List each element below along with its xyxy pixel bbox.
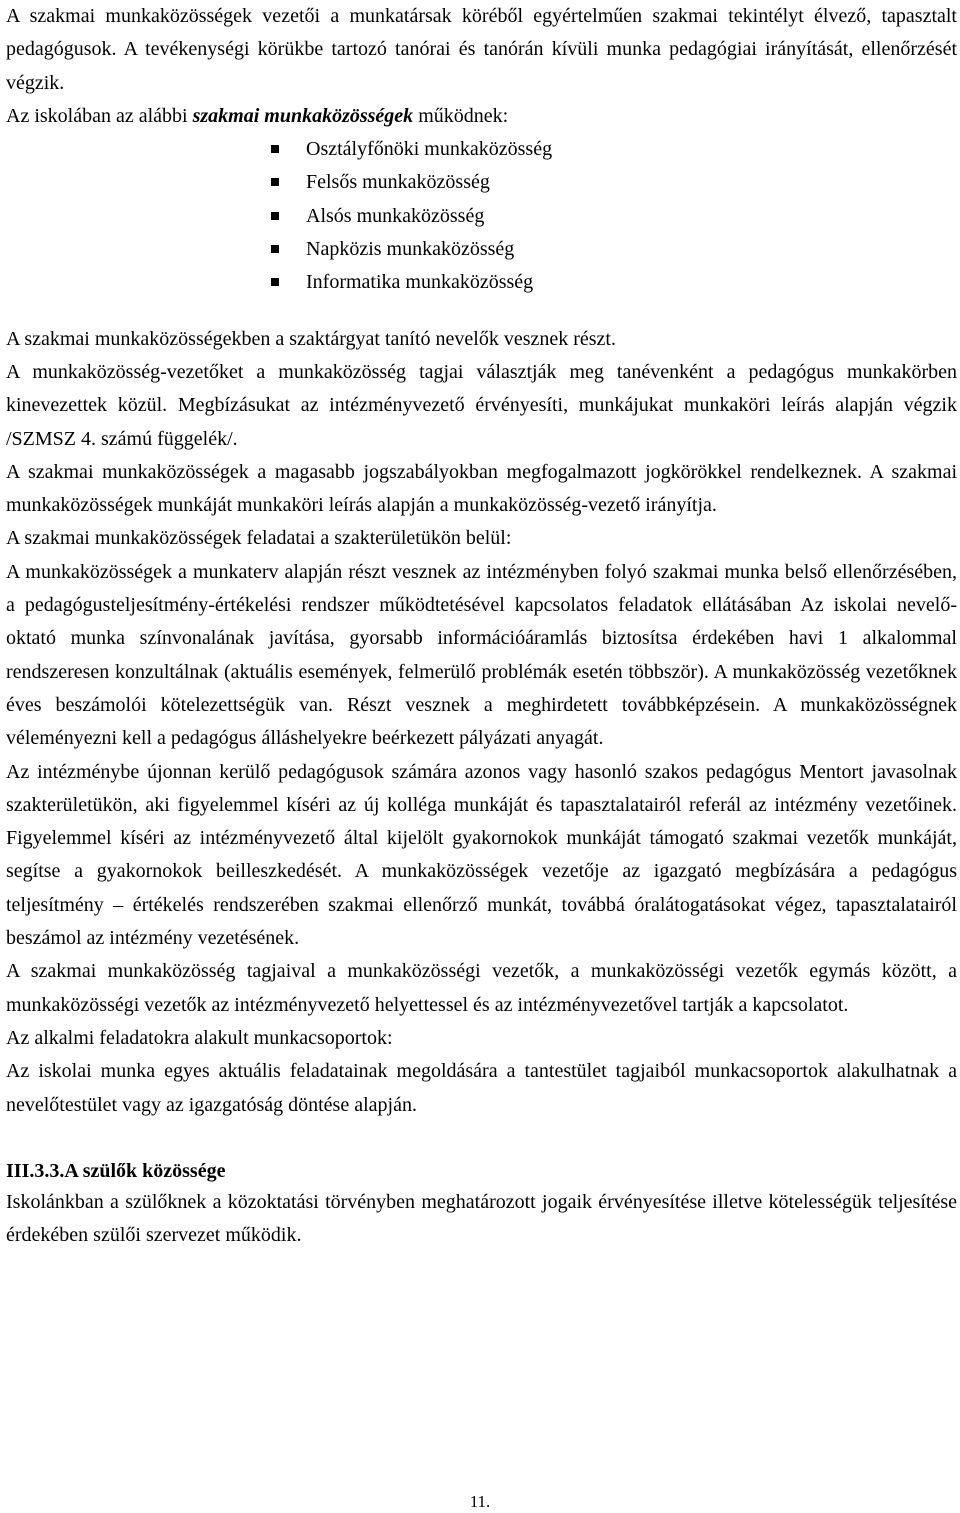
body-paragraph: A munkaközösségek a munkaterv alapján részt vesznek az intézményben folyó szakmai munka belső ellenőrzésében, a pedagógusteljesítmény-értékelési rendszer működtetésével kapcsolatos feladatok ellátásában Az iskolai nevelő-oktató munka színvonalának javítása, gyorsabb információáramlás biztosítsa érdekében havi 1 alkalommal rendszeresen konzultálnak (aktuális események, felmerülő problémák esetén többször). A munkaközösség vezetőknek éves beszámolói kötelezettségük van. Részt vesznek a meghirdetett továbbképzésein. A munkaközösségnek véleményezni kell a pedagógus álláshelyekre beérkezett pályázati anyagát. — [6, 560, 957, 750]
list-item-label: Alsós munkaközösség — [306, 204, 485, 227]
body-paragraph: A munkaközösség-vezetőket a munkaközösség tagjai választják meg tanévenként a pedagógus munkakörben kinevezettek közül. Megbízásukat az intézményvezető érvényesíti, munkájukat munkaköri leírás alapján végzik /SZMSZ 4. számú függelék/. — [6, 360, 957, 450]
community-list-intro — [6, 100, 957, 133]
community-list — [6, 133, 957, 299]
body-paragraph: Az alkalmi feladatokra alakult munkacsoportok: — [6, 1026, 393, 1049]
body-paragraph: A szakmai munkaközösség tagjaival a munkaközösségi vezetők, a munkaközösségi vezetők egymás között, a munkaközösségi vezetők az intézményvezető helyettessel és az intézményvezetővel tartják a kapcsolatot. — [6, 960, 957, 1016]
list-intro-text: Az iskolában az alábbi — [6, 104, 193, 127]
square-bullet-icon — [271, 145, 279, 153]
list-intro-emphasis: szakmai munkaközösségek — [192, 104, 414, 127]
spacer — [6, 1122, 957, 1156]
square-bullet-icon — [271, 178, 279, 186]
page-number: 11. — [469, 1492, 491, 1511]
spacer — [6, 300, 957, 323]
body-paragraph: A szakmai munkaközösségekben a szaktárgyat tanító nevelők vesznek részt. — [6, 327, 616, 350]
section-paragraph: Iskolánkban a szülőknek a közoktatási törvényben meghatározott jogaik érvényesítése illetve kötelességük teljesítése érdekében szülői szervezet működik. — [6, 1190, 957, 1247]
list-item-label: Informatika munkaközösség — [306, 271, 534, 294]
body-paragraph: A szakmai munkaközösségek feladatai a szakterületükön belül: — [6, 527, 512, 550]
list-item-label: Felsős munkaközösség — [306, 171, 490, 194]
square-bullet-icon — [271, 212, 279, 220]
section-heading: III.3.3.A szülők közössége — [6, 1159, 226, 1182]
list-item — [6, 233, 957, 266]
list-item-label: Napközis munkaközösség — [306, 238, 515, 261]
square-bullet-icon — [271, 278, 279, 286]
list-item — [6, 200, 957, 233]
list-intro-suffix: működnek: — [413, 104, 509, 127]
list-item — [6, 133, 957, 166]
body-paragraph: Az iskolai munka egyes aktuális feladatainak megoldására a tantestület tagjaiból munkacsoportok alakulhatnak a nevelőtestület vagy az igazgatóság döntése alapján. — [6, 1060, 957, 1116]
intro-paragraph: A szakmai munkaközösségek vezetői a munkatársak köréből egyértelműen szakmai tekintélyt élvező, tapasztalt pedagógusok. A tevékenységi körükbe tartozó tanórai és tanórán kívüli munka pedagógiai irányítását, ellenőrzését végzik. — [6, 5, 957, 94]
list-item — [6, 166, 957, 199]
list-item — [6, 266, 957, 299]
square-bullet-icon — [271, 245, 279, 253]
body-paragraph: A szakmai munkaközösségek a magasabb jogszabályokban megfogalmazott jogkörökkel rendelkeznek. A szakmai munkaközösségek munkáját munkaköri leírás alapján a munkaközösség-vezető irányítja. — [6, 460, 957, 517]
body-paragraph: Az intézménybe újonnan kerülő pedagógusok számára azonos vagy hasonló szakos pedagógus Mentort javasolnak szakterületükön, aki figyelemmel kíséri az új kolléga munkáját és tapasztalatairól referál az intézmény vezetőinek. Figyelemmel kíséri az intézményvezető által kijelölt gyakornokok munkáját támogató szakmai vezetők munkáját, segítse a gyakornokok beilleszkedését. A munkaközösségek vezetője az igazgató megbízására a pedagógus teljesítmény – értékelés rendszerében szakmai ellenőrző munkát, továbbá óralátogatásokat végez, tapasztalatairól beszámol az intézmény vezetésének. — [6, 760, 957, 950]
list-item-label: Osztályfőnöki munkaközösség — [306, 138, 553, 161]
page-content — [6, 0, 957, 1252]
